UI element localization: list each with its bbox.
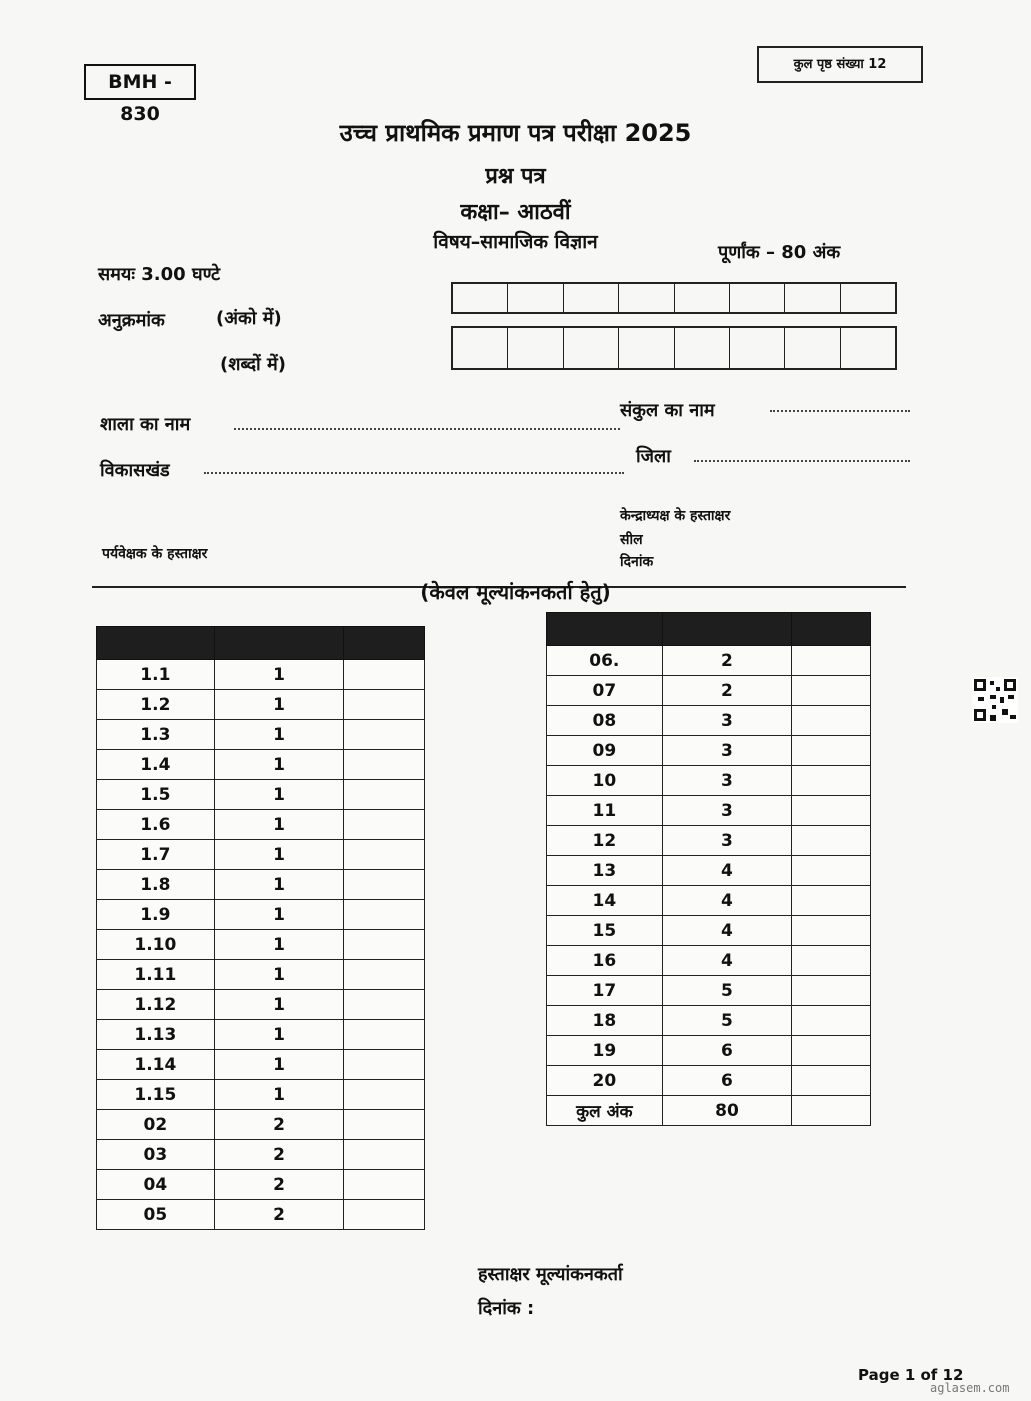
obtained-marks-cell[interactable]: [792, 736, 871, 766]
max-marks-cell: 3: [662, 826, 792, 856]
max-marks-cell: 4: [662, 916, 792, 946]
obtained-marks-cell[interactable]: [792, 796, 871, 826]
obtained-marks-cell[interactable]: [344, 810, 425, 840]
question-number-cell: 16: [547, 946, 663, 976]
question-number-cell: कुल अंक: [547, 1096, 663, 1126]
table-row: [97, 1200, 425, 1230]
obtained-marks-cell[interactable]: [344, 990, 425, 1020]
table-row: [547, 706, 871, 736]
question-number-cell: 1.10: [97, 930, 215, 960]
question-number-cell: 10: [547, 766, 663, 796]
table-row: [97, 1050, 425, 1080]
evaluator-only-heading: (केवल मूल्यांकनकर्ता हेतु): [420, 580, 611, 604]
obtained-marks-cell[interactable]: [792, 766, 871, 796]
cluster-name-label: संकुल का नाम: [620, 400, 715, 421]
max-marks-cell: 1: [214, 750, 344, 780]
table-row: [97, 1020, 425, 1050]
obtained-marks-cell[interactable]: [792, 946, 871, 976]
table-row: [547, 916, 871, 946]
max-marks-cell: 2: [662, 676, 792, 706]
table-header: [97, 627, 425, 660]
question-number-cell: 08: [547, 706, 663, 736]
obtained-marks-cell[interactable]: [792, 1006, 871, 1036]
table-row: [547, 976, 871, 1006]
roll-words-boxes[interactable]: [451, 326, 897, 370]
max-marks-cell: 4: [662, 856, 792, 886]
question-number-cell: 05: [97, 1200, 215, 1230]
table-row: [547, 1006, 871, 1036]
obtained-marks-cell[interactable]: [344, 1200, 425, 1230]
max-marks-cell: 2: [214, 1110, 344, 1140]
max-marks-cell: 1: [214, 780, 344, 810]
question-number-cell: 1.12: [97, 990, 215, 1020]
obtained-marks-cell[interactable]: [344, 690, 425, 720]
table-row: [547, 676, 871, 706]
obtained-marks-cell[interactable]: [344, 660, 425, 690]
obtained-marks-cell[interactable]: [344, 1140, 425, 1170]
obtained-marks-cell[interactable]: [792, 886, 871, 916]
table-row: [97, 930, 425, 960]
seal-label: सील: [620, 532, 643, 548]
max-marks-cell: 3: [662, 736, 792, 766]
obtained-marks-cell[interactable]: [792, 676, 871, 706]
obtained-marks-cell[interactable]: [344, 750, 425, 780]
question-number-cell: 1.4: [97, 750, 215, 780]
obtained-marks-cell[interactable]: [344, 1080, 425, 1110]
question-number-cell: 1.2: [97, 690, 215, 720]
question-number-cell: 1.14: [97, 1050, 215, 1080]
table-row: [97, 780, 425, 810]
question-number-cell: 12: [547, 826, 663, 856]
table-row: [547, 796, 871, 826]
obtained-marks-cell[interactable]: [344, 870, 425, 900]
question-number-cell: 1.3: [97, 720, 215, 750]
table-row: [547, 1066, 871, 1096]
evaluator-sign-label: हस्ताक्षर मूल्यांकनकर्ता: [478, 1264, 623, 1285]
obtained-marks-cell[interactable]: [344, 1170, 425, 1200]
marks-table-left: [96, 626, 425, 1230]
question-number-cell: 1.9: [97, 900, 215, 930]
max-marks-cell: 6: [662, 1036, 792, 1066]
question-number-cell: 1.13: [97, 1020, 215, 1050]
table-header: [547, 613, 871, 646]
table-row: [97, 660, 425, 690]
max-marks-cell: 2: [214, 1170, 344, 1200]
supervisor-sign-label: पर्यवेक्षक के हस्ताक्षर: [102, 546, 208, 562]
question-number-cell: 1.6: [97, 810, 215, 840]
watermark: aglasem.com: [930, 1381, 1010, 1395]
center-head-sign-label: केन्द्राध्यक्ष के हस्ताक्षर: [620, 508, 731, 524]
marks-table-right: [546, 612, 871, 1126]
table-row: [97, 750, 425, 780]
in-words-label: (शब्दों में): [220, 354, 286, 375]
obtained-marks-cell[interactable]: [792, 826, 871, 856]
table-row: [547, 856, 871, 886]
max-marks-cell: 3: [662, 706, 792, 736]
question-number-cell: 02: [97, 1110, 215, 1140]
block-field[interactable]: [204, 472, 624, 474]
table-row: [97, 1080, 425, 1110]
max-marks-cell: 4: [662, 946, 792, 976]
max-marks-cell: 2: [214, 1140, 344, 1170]
table-row: [97, 990, 425, 1020]
max-marks-cell: 1: [214, 930, 344, 960]
subject-label: विषय–सामाजिक विज्ञान: [433, 231, 598, 253]
question-number-cell: 19: [547, 1036, 663, 1066]
table-row: [97, 1170, 425, 1200]
table-row: [547, 1036, 871, 1066]
max-marks-cell: 1: [214, 900, 344, 930]
max-marks-cell: 1: [214, 810, 344, 840]
max-marks-cell: 1: [214, 660, 344, 690]
max-marks-cell: 1: [214, 840, 344, 870]
block-label: विकासखंड: [100, 460, 170, 481]
question-number-cell: 14: [547, 886, 663, 916]
obtained-marks-cell[interactable]: [792, 1066, 871, 1096]
table-row: [547, 766, 871, 796]
max-marks-cell: 1: [214, 1050, 344, 1080]
max-marks-cell: 2: [662, 646, 792, 676]
class-label: कक्षा– आठवीं: [460, 200, 571, 225]
question-number-cell: 17: [547, 976, 663, 1006]
max-marks-cell: 1: [214, 1080, 344, 1110]
obtained-marks-cell[interactable]: [344, 930, 425, 960]
question-number-cell: 18: [547, 1006, 663, 1036]
cluster-name-field[interactable]: [770, 410, 910, 412]
max-marks-cell: 2: [214, 1200, 344, 1230]
max-marks-cell: 1: [214, 720, 344, 750]
school-name-label: शाला का नाम: [100, 414, 191, 435]
obtained-marks-cell[interactable]: [792, 856, 871, 886]
paper-code: BMH - 830: [84, 64, 196, 100]
question-number-cell: 13: [547, 856, 663, 886]
obtained-marks-cell[interactable]: [344, 900, 425, 930]
max-marks-cell: 5: [662, 1006, 792, 1036]
paper-label: प्रश्न पत्र: [485, 164, 546, 189]
table-row: [97, 960, 425, 990]
question-number-cell: 1.11: [97, 960, 215, 990]
date-label: दिनांक: [620, 554, 654, 570]
question-number-cell: 1.8: [97, 870, 215, 900]
obtained-marks-cell[interactable]: [792, 706, 871, 736]
qr-code-icon: [972, 677, 1018, 723]
school-name-field[interactable]: [234, 428, 620, 430]
district-label: जिला: [636, 446, 671, 467]
question-number-cell: 1.1: [97, 660, 215, 690]
table-row: [97, 900, 425, 930]
question-number-cell: 15: [547, 916, 663, 946]
district-field[interactable]: [694, 460, 910, 462]
max-marks-cell: 1: [214, 990, 344, 1020]
question-number-cell: 06.: [547, 646, 663, 676]
roll-digits-boxes[interactable]: [451, 282, 897, 314]
obtained-marks-cell[interactable]: [792, 1096, 871, 1126]
time-label: समयः 3.00 घण्टे: [98, 264, 221, 285]
max-marks-cell: 1: [214, 960, 344, 990]
table-row: [547, 736, 871, 766]
question-number-cell: 09: [547, 736, 663, 766]
max-marks-cell: 3: [662, 766, 792, 796]
table-row: [97, 690, 425, 720]
max-marks-cell: 80: [662, 1096, 792, 1126]
obtained-marks-cell[interactable]: [792, 916, 871, 946]
table-row: [97, 1110, 425, 1140]
question-number-cell: 07: [547, 676, 663, 706]
page-number: Page 1 of 12: [858, 1366, 964, 1384]
obtained-marks-cell[interactable]: [792, 646, 871, 676]
question-number-cell: 20: [547, 1066, 663, 1096]
table-row: [547, 646, 871, 676]
exam-title: उच्च प्राथमिक प्रमाण पत्र परीक्षा 2025: [339, 119, 692, 147]
table-row: [97, 720, 425, 750]
table-row: [97, 840, 425, 870]
question-number-cell: 1.5: [97, 780, 215, 810]
evaluator-date-label: दिनांक :: [478, 1298, 535, 1319]
max-marks-cell: 1: [214, 690, 344, 720]
obtained-marks-cell[interactable]: [344, 720, 425, 750]
table-row: [97, 870, 425, 900]
question-number-cell: 1.15: [97, 1080, 215, 1110]
max-marks-cell: 1: [214, 870, 344, 900]
max-marks-label: पूर्णांक – 80 अंक: [718, 242, 841, 263]
obtained-marks-cell[interactable]: [344, 780, 425, 810]
obtained-marks-cell[interactable]: [344, 1050, 425, 1080]
table-row: [547, 886, 871, 916]
obtained-marks-cell[interactable]: [344, 840, 425, 870]
question-number-cell: 03: [97, 1140, 215, 1170]
table-row: [547, 826, 871, 856]
table-row: [97, 810, 425, 840]
obtained-marks-cell[interactable]: [344, 1110, 425, 1140]
total-pages-box: कुल पृष्ठ संख्या 12: [757, 46, 923, 83]
roll-number-label: अनुक्रमांक: [98, 310, 165, 331]
max-marks-cell: 6: [662, 1066, 792, 1096]
table-row: [547, 1096, 871, 1126]
obtained-marks-cell[interactable]: [344, 1020, 425, 1050]
max-marks-cell: 4: [662, 886, 792, 916]
obtained-marks-cell[interactable]: [344, 960, 425, 990]
max-marks-cell: 1: [214, 1020, 344, 1050]
obtained-marks-cell[interactable]: [792, 976, 871, 1006]
max-marks-cell: 3: [662, 796, 792, 826]
question-number-cell: 1.7: [97, 840, 215, 870]
table-row: [547, 946, 871, 976]
table-row: [97, 1140, 425, 1170]
question-number-cell: 04: [97, 1170, 215, 1200]
in-digits-label: (अंको में): [216, 308, 282, 329]
max-marks-cell: 5: [662, 976, 792, 1006]
question-number-cell: 11: [547, 796, 663, 826]
obtained-marks-cell[interactable]: [792, 1036, 871, 1066]
